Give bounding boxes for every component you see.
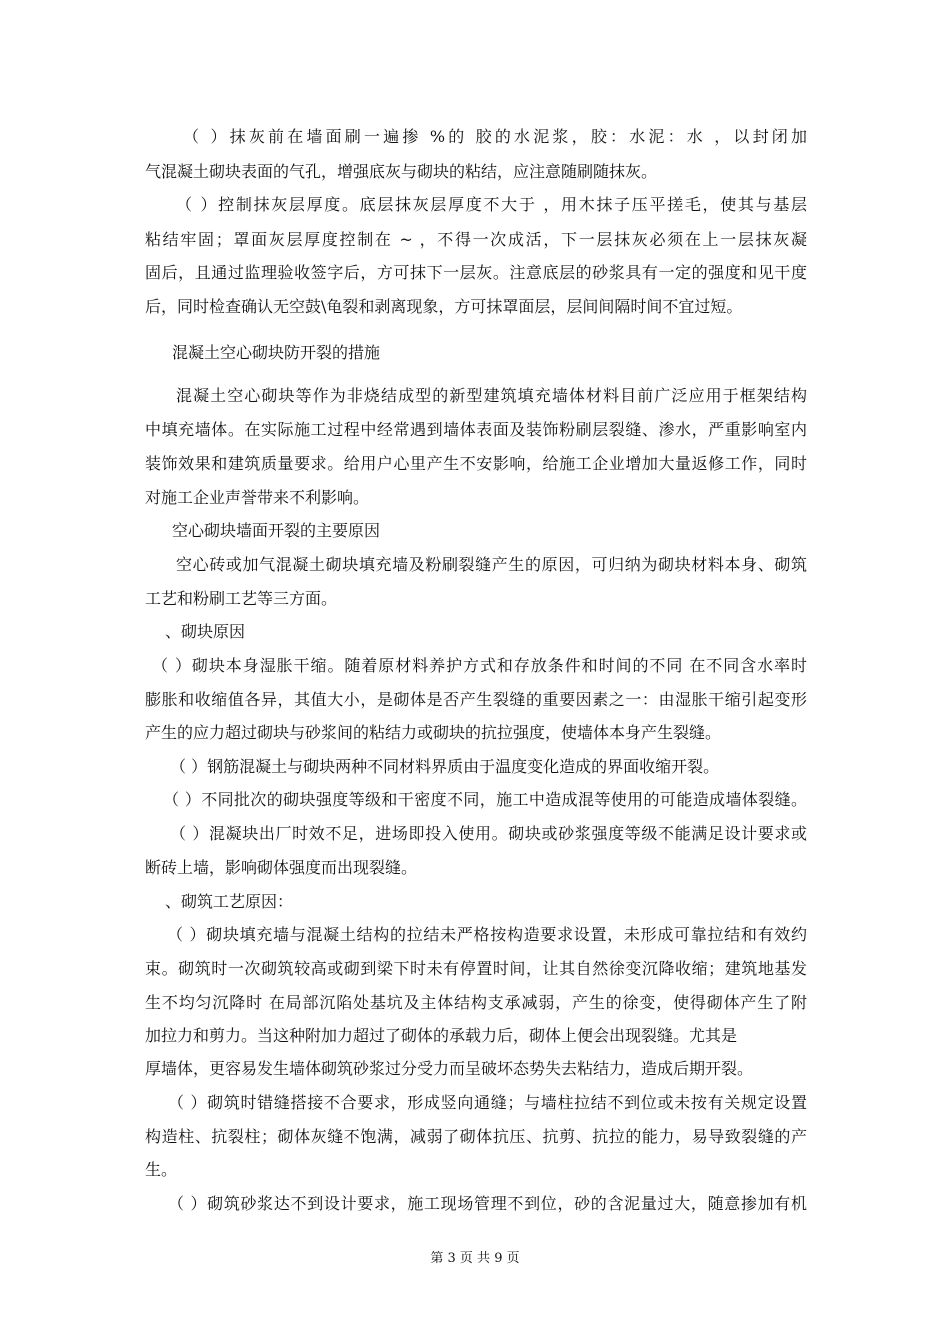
- text-line: 空心砖或加气混凝土砌块填充墙及粉刷裂缝产生的原因，可归纳为砌块材料本身、砌筑: [176, 555, 807, 574]
- text-line: （ ）控制抹灰层厚度。底层抹灰层厚度不大于 ，用木抹子压平搓毛，使其与基层: [176, 195, 807, 214]
- text-line: 膨胀和收缩值各异，其值大小，是砌体是否产生裂缝的重要因素之一：由湿胀干缩引起变形: [145, 690, 807, 709]
- text-line: 生不均匀沉降时 在局部沉陷处基坑及主体结构支承减弱，产生的徐变，使得砌体产生了附: [145, 993, 807, 1012]
- text-line: （ ）砌块本身湿胀干缩。随着原材料养护方式和存放条件和时间的不同 在不同含水率时: [152, 656, 807, 675]
- text-line: （ ）混凝块出厂时效不足，进场即投入使用。砌块或砂浆强度等级不能满足设计要求或: [170, 824, 807, 843]
- subsection-heading: 、砌筑工艺原因：: [165, 892, 294, 911]
- text-line: 生。: [145, 1160, 178, 1179]
- text-line: 构造柱、抗裂柱；砌体灰缝不饱满，减弱了砌体抗压、抗剪、抗拉的能力，易导致裂缝的产: [145, 1127, 807, 1146]
- subsection-heading: 、砌块原因: [165, 622, 246, 641]
- text-line: 断砖上墙，影响砌体强度而出现裂缝。: [145, 858, 418, 877]
- text-line: 厚墙体，更容易发生墙体砌筑砂浆过分受力而呈破坏态势失去粘结力，造成后期开裂。: [145, 1059, 754, 1078]
- text-line: （ ）砌筑砂浆达不到设计要求，施工现场管理不到位，砂的含泥量过大，随意掺加有机: [168, 1194, 807, 1213]
- text-line: 粘结牢固；罩面灰层厚度控制在 ~ ，不得一次成活，下一层抹灰必须在上一层抹灰凝: [145, 230, 807, 249]
- text-line: （ ）钢筋混凝土与砌块两种不同材料界质由于温度变化造成的界面收缩开裂。: [170, 757, 720, 776]
- text-line: 后，同时检查确认无空鼓\龟裂和剥离现象，方可抹罩面层，层间间隔时间不宜过短。: [145, 297, 743, 316]
- text-line: 混凝土空心砌块等作为非烧结成型的新型建筑填充墙体材料目前广泛应用于框架结构: [176, 386, 807, 405]
- text-line: 中填充墙体。在实际施工过程中经常遇到墙体表面及装饰粉刷层裂缝、渗水，严重影响室内: [145, 420, 807, 439]
- text-line: 装饰效果和建筑质量要求。给用户心里产生不安影响，给施工企业增加大量返修工作，同时: [145, 454, 807, 473]
- text-line: 工艺和粉刷工艺等三方面。: [145, 589, 338, 608]
- text-line: 气混凝土砌块表面的气孔，增强底灰与砌块的粘结，应注意随刷随抹灰。: [145, 162, 658, 181]
- section-heading: 空心砌块墙面开裂的主要原因: [172, 521, 381, 540]
- text-line: 产生的应力超过砌块与砂浆间的粘结力或砌块的抗拉强度，使墙体本身产生裂缝。: [145, 723, 722, 742]
- text-line: 固后，且通过监理验收签字后，方可抹下一层灰。注意底层的砂浆具有一定的强度和见干度: [145, 263, 807, 282]
- text-line: 束。砌筑时一次砌筑较高或砌到梁下时未有停置时间，让其自然徐变沉降收缩；建筑地基发: [145, 959, 807, 978]
- text-line: （ ）砌筑时错缝搭接不合要求，形成竖向通缝；与墙柱拉结不到位或未按有关规定设置: [168, 1093, 807, 1112]
- text-line: （ ）抹灰前在墙面刷一遍掺 %的 胶的水泥浆，胶：水泥：水 ，以封闭加: [183, 127, 807, 146]
- section-heading: 混凝土空心砌块防开裂的措施: [172, 343, 381, 362]
- text-line: （ ）不同批次的砌块强度等级和干密度不同，施工中造成混等使用的可能造成墙体裂缝。: [163, 790, 807, 809]
- page-footer: 第 3 页 共 9 页: [430, 1251, 520, 1266]
- text-line: 加拉力和剪力。当这种附加力超过了砌体的承载力后，砌体上便会出现裂缝。尤其是: [145, 1026, 738, 1045]
- text-line: 对施工企业声誉带来不利影响。: [145, 488, 370, 507]
- text-line: （ ）砌块填充墙与混凝土结构的拉结未严格按构造要求设置，未形成可靠拉结和有效约: [167, 925, 807, 944]
